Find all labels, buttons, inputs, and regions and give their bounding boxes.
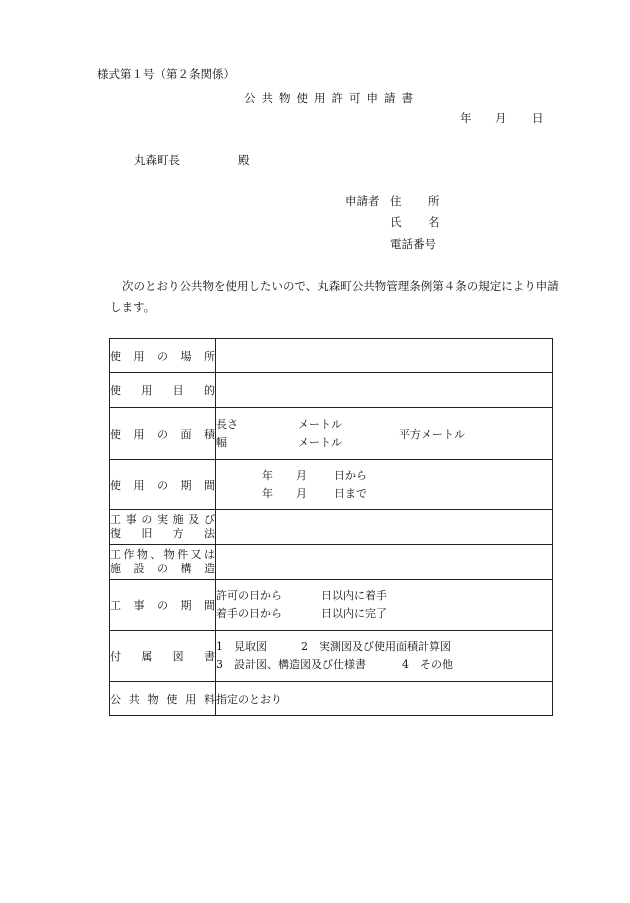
- attachment-2: 2 実測図及び使用面積計算図: [301, 640, 451, 653]
- period-from: 日から: [334, 468, 367, 482]
- area-width-label: 幅: [216, 435, 227, 449]
- value-period[interactable]: 年 月 日から 年 月 日まで: [216, 460, 553, 510]
- row-construction-method: [110, 510, 553, 545]
- application-statement: 次のとおり公共物を使用したいので、丸森町公共物管理条例第４条の規定により申請します。: [110, 279, 559, 314]
- row-place: [110, 339, 553, 373]
- label-place: 使 用 の 場 所: [110, 339, 216, 373]
- row-fee: [110, 682, 553, 716]
- label-fee: 公 共 物 使 用 料: [110, 682, 216, 716]
- row-structure: [110, 545, 553, 580]
- label-construction-period: 工 事 の 期 間: [110, 580, 216, 631]
- application-form-table: [109, 338, 553, 716]
- area-sqm-unit: 平方メートル: [399, 427, 465, 441]
- date-year: 年: [460, 111, 472, 125]
- value-fee[interactable]: 指定のとおり: [216, 682, 553, 716]
- area-length-unit: メートル: [298, 417, 342, 431]
- value-place[interactable]: [216, 339, 553, 373]
- value-construction-period[interactable]: [216, 580, 553, 631]
- applicant-address-label: [390, 193, 440, 209]
- label-purpose: 使 用 目 的: [110, 373, 216, 408]
- document-title: 公共物使用許可申請書: [244, 91, 419, 105]
- area-width-unit: メートル: [298, 435, 342, 449]
- construction-end-suffix: 日以内に完了: [321, 607, 387, 620]
- attachment-1: 1 見取図: [216, 640, 267, 653]
- addressee-name: 丸森町長: [134, 153, 180, 167]
- area-length-label: 長さ: [216, 417, 238, 431]
- label-area: 使 用 の 面 積: [110, 408, 216, 460]
- row-purpose: [110, 373, 553, 408]
- value-construction-method[interactable]: [216, 510, 553, 545]
- label-construction-method: 工 事 の 実 施 及 び 復 旧 方 法: [110, 510, 216, 545]
- address-char-1: 住: [390, 194, 402, 208]
- value-purpose[interactable]: [216, 373, 553, 408]
- row-construction-period: [110, 580, 553, 631]
- attachment-4: 4 その他: [402, 658, 453, 671]
- label-attachments: 付 属 図 書: [110, 631, 216, 682]
- attachment-3: 3 設計図、構造図及び仕様書: [216, 658, 366, 671]
- applicant-phone-label: 電話番号: [390, 237, 436, 251]
- applicant-label: 申請者: [345, 194, 380, 208]
- address-char-2: 所: [428, 194, 440, 208]
- name-char-2: 名: [428, 215, 440, 229]
- form-number: 様式第１号（第２条関係）: [97, 67, 235, 81]
- row-attachments: [110, 631, 553, 682]
- addressee-honorific: 殿: [238, 153, 250, 167]
- label-period: 使 用 の 期 間: [110, 460, 216, 510]
- row-period: [110, 460, 553, 510]
- label-structure: 工 作 物 、 物 件 又 は 施 設 の 構 造: [110, 545, 216, 580]
- value-attachments[interactable]: [216, 631, 553, 682]
- date-day: 日: [532, 111, 544, 125]
- construction-start-prefix: 許可の日から: [216, 589, 282, 602]
- construction-end-prefix: 着手の日から: [216, 607, 282, 620]
- date-month: 月: [495, 111, 507, 125]
- value-area[interactable]: [216, 408, 553, 460]
- row-area: [110, 408, 553, 460]
- applicant-name-label: [390, 214, 440, 230]
- construction-start-suffix: 日以内に着手: [321, 589, 387, 602]
- name-char-1: 氏: [390, 215, 402, 229]
- period-until: 日まで: [334, 486, 367, 500]
- value-structure[interactable]: [216, 545, 553, 580]
